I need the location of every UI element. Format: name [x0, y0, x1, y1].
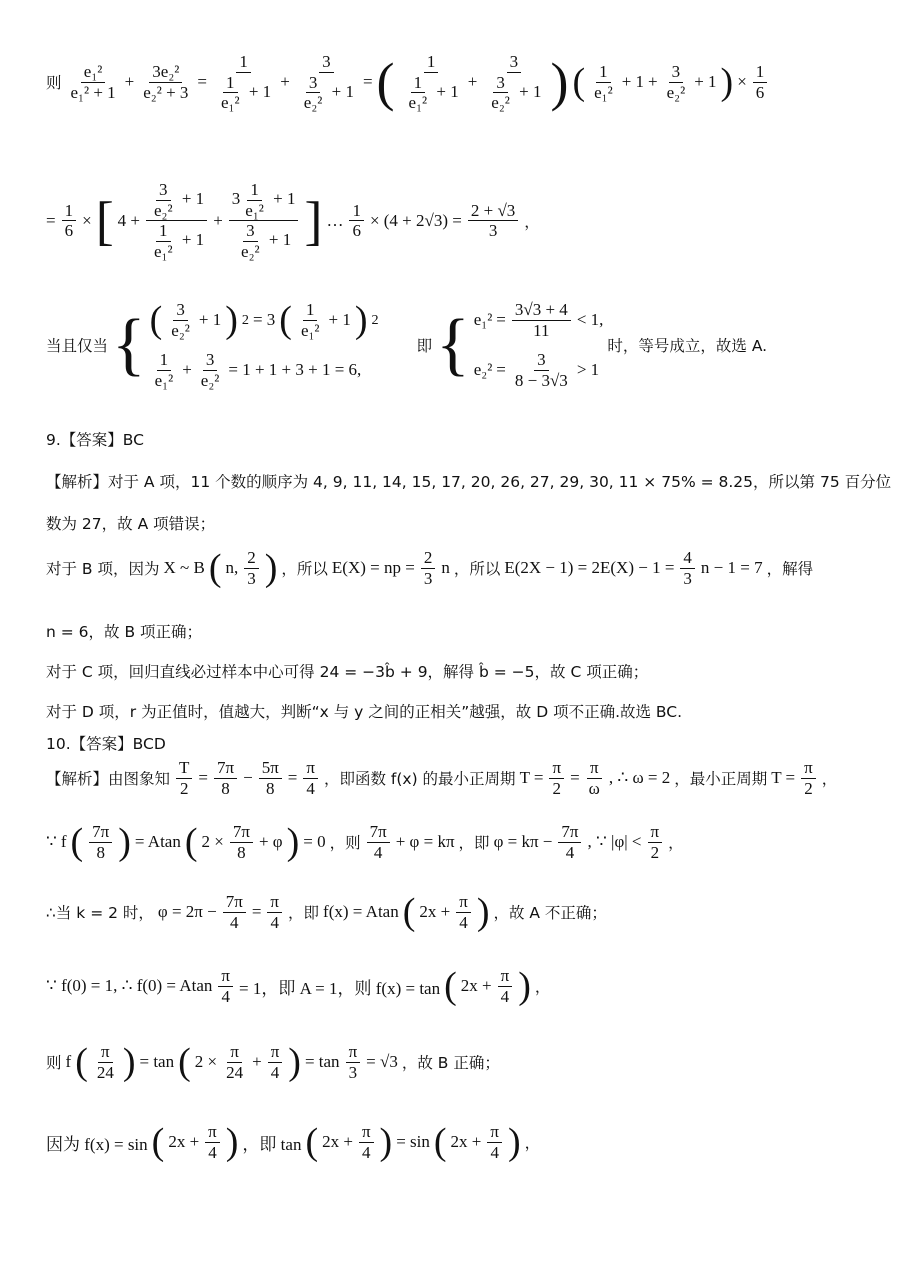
fraction: $\frac{3}{\text{e₂²}}$: [666, 62, 686, 102]
solution-9-a: 【解析】对于 A 项，11 个数的顺序为 4, 9, 11, 14, 15, 17, 20, 26, 27, 29, 30, 11 × 75% = 8.25，所以第 75 百分位: [46, 473, 892, 491]
fraction: $\frac{1}{6}$: [753, 62, 768, 102]
fraction: $\frac{2 + √3}{3}$: [468, 201, 518, 241]
answer-heading-9: 9.【答案】BC: [46, 431, 144, 449]
result-system: e₁² = $\frac{3√3 + 4}{11}$ < 1, e₂² = $\frac{3}{8 - 3√3}$ > 1: [473, 300, 604, 390]
fraction: $\frac{\text{e₁²}}{\text{e₁² + 1}}$: [70, 62, 116, 102]
solution-9-d: 对于 D 项，r 为正值时，值越大，判断“x 与 y 之间的正相关”越强，故 D 项不正确.故选 BC.: [46, 703, 683, 721]
solution-9-b: 对于 B 项，因为 X ~ B ( n, $\frac{2}{3}$ ) ，所以 E(X) = np = $\frac{2}{3}$ n ，所以 E(2X − 1) = 2E(X) − 1 = $\frac{4}{3}$ n − 1 = 7 ，解得: [46, 547, 814, 590]
equation-line-3: 当且仅当 { ( $\frac{3}{\text{e₂²}}$ + 1 ) 2 = 3 ( $\frac{1}{\text{e₁²}}$ + 1 ) 2 $\frac{1}{\text{e₁²}}$ + $\frac{3}{\text{e₂²}}$ = 1 + 1 + 3 + 1 = 6, 即 { e₁² = $\frac{3√3 + 4}{11}$ < 1, e₂² = $\frac{3}{8 - 3√3}$ > 1 时，等号成立，故选 A.: [46, 299, 768, 390]
fraction: $\frac{1}{6}$: [349, 201, 364, 241]
line-prefix: 则: [46, 74, 62, 93]
condition-system: ( $\frac{3}{\text{e₂²}}$ + 1 ) 2 = 3 ( $\frac{1}{\text{e₁²}}$ + 1 ) 2 $\frac{1}{\text{e₁²}}$ + $\frac{3}{\text{e₂²}}$ = 1 + 1 + 3 + 1 = 6,: [149, 299, 379, 390]
fraction: $\frac{\text{3e₂²}}{\text{e₂² + 3}}$: [143, 62, 189, 102]
solution-10-l5: 则 f ( $\frac{\pi}{24}$ ) = tan ( 2 × $\frac{\pi}{24}$ + $\frac{\pi}{4}$ ) = tan $\frac{\pi}{3}$ = √3 ，故 B 正确；: [46, 1041, 500, 1084]
solution-10-l1: 【解析】由图象知 $\frac{T}{2}$ = $\frac{7\pi}{8}$ − $\frac{5\pi}{8}$ = $\frac{\pi}{4}$ ，即函数 f(x) 的最小正周期 T = $\frac{\pi}{2}$ = $\frac{\pi}{\omega}$ , ∴ ω = 2 ，最小正周期 T = $\frac{\pi}{2}$ ，: [46, 758, 838, 798]
fraction: $\frac{3}{\text{e₂²}}$ + 1 $\frac{1}{\text{e₁²}}$ + 1: [146, 180, 207, 261]
solution-10-l6: 因为 f(x) = sin ( 2x + $\frac{\pi}{4}$ ) ，即 tan ( 2x + $\frac{\pi}{4}$ ) = sin ( 2x + $\frac{\pi}{4}$ ) ，: [46, 1121, 541, 1164]
fraction: 3 $\frac{3}{\text{e₂²}}$ + 1: [303, 52, 354, 113]
answer-heading-10: 10.【答案】BCD: [46, 735, 166, 753]
solution-9-a2: 数为 27，故 A 项错误；: [46, 515, 216, 533]
equation-line-1: 则 $\frac{\text{e₁²}}{\text{e₁² + 1}}$ + $\frac{\text{3e₂²}}{\text{e₂² + 3}}$ = 1 $\frac{1}{\text{e₁²}}$ + 1 + 3 $\frac{3}{\text{e₂²}}$ + 1 = ( 1 $\frac{1}{\text{e₁²}}$ + 1 + 3 $\frac{3}{\text{e₂²}}$ + 1 ) ( $\frac{1}{\text{e₁²}}$ + 1 + $\frac{3}{\text{e₂²}}$ + 1 ) × $\frac{1}{6}$: [46, 52, 870, 113]
equation-line-2: = $\frac{1}{6}$ × [ 4 + $\frac{3}{\text{e₂²}}$ + 1 $\frac{1}{\text{e₁²}}$ + 1 + 3 $\frac{1}{\text{e₁²}}$ + 1 $\frac{3}{\text{e₂²}}$ + 1 ] … $\frac{1}{6}$ × (4 + 2√3) = $\frac{2 + √3}{3}$ ，: [46, 180, 540, 261]
solution-10-l3: ∴当 k = 2 时， φ = 2π − $\frac{7\pi}{4}$ = $\frac{\pi}{4}$ ，即 f(x) = Atan ( 2x + $\frac{\pi}{4}$ ) ，故 A 不正确；: [46, 891, 607, 934]
fraction: $\frac{1}{\text{e₁²}}$: [594, 62, 613, 102]
fraction: $\frac{1}{6}$: [62, 201, 77, 241]
solution-9-b2: n = 6，故 B 项正确；: [46, 623, 203, 641]
fraction: 3 $\frac{3}{\text{e₂²}}$ + 1: [491, 52, 542, 113]
solution-10-l4: ∵ f(0) = 1, ∴ f(0) = Atan $\frac{\pi}{4}$ = 1，即 A = 1，则 f(x) = tan ( 2x + $\frac{\pi}{4}$ ) ，: [46, 965, 551, 1008]
solution-10-l2: ∵ f ( $\frac{7\pi}{8}$ ) = Atan ( 2 × $\frac{7\pi}{8}$ + φ ) = 0 ，则 $\frac{7\pi}{4}$ + φ = kπ ，即 φ = kπ − $\frac{7\pi}{4}$ , ∵ |φ| < $\frac{\pi}{2}$ ，: [46, 821, 684, 864]
solution-9-c: 对于 C 项，回归直线必过样本中心可得 24 = −3b̂ + 9，解得 b̂ = −5，故 C 项正确；: [46, 663, 649, 681]
fraction: 1 $\frac{1}{\text{e₁²}}$ + 1: [408, 52, 459, 113]
fraction: 3 $\frac{1}{\text{e₁²}}$ + 1 $\frac{3}{\text{e₂²}}$ + 1: [229, 180, 299, 261]
fraction: 1 $\frac{1}{\text{e₁²}}$ + 1: [221, 52, 272, 113]
